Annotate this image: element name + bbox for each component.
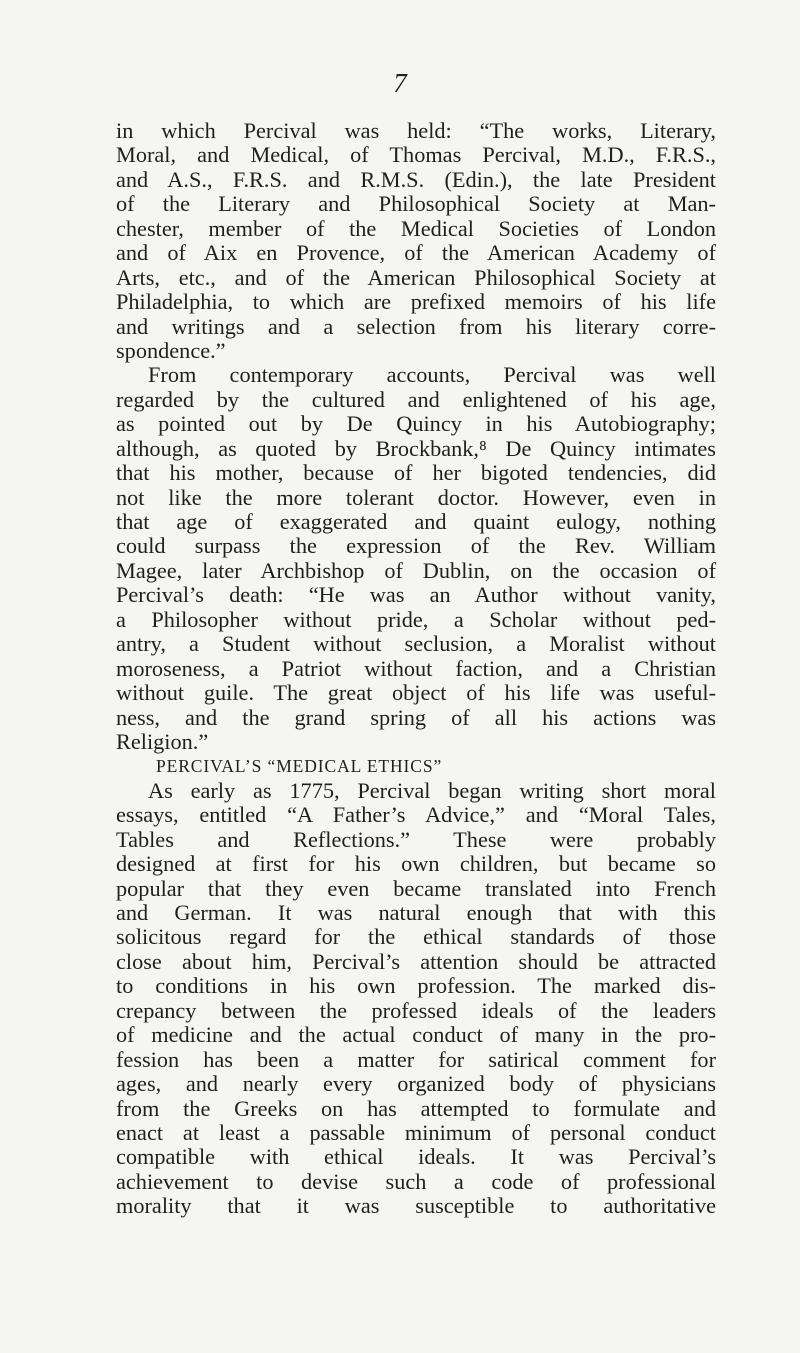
text-line: spondence.” (116, 337, 226, 363)
text-line: As early as 1775, Percival began writing short moral (148, 777, 716, 803)
section-heading: PERCIVAL’S “MEDICAL ETHICS” (156, 756, 443, 777)
text-line: designed at first for his own children, but became so (116, 851, 716, 877)
text-line: moroseness, a Patriot without faction, and a Christian (116, 655, 716, 681)
text-line: popular that they even became translated into French (116, 875, 716, 901)
text-line: without guile. The great object of his life was useful- (116, 680, 716, 706)
text-line: ages, and nearly every organized body of physicians (116, 1071, 716, 1097)
page-number: 7 (393, 68, 407, 98)
text-line: that his mother, because of her bigoted tendencies, did (116, 460, 716, 486)
text-line: morality that it was susceptible to authoritative (116, 1193, 716, 1219)
text-line: crepancy between the professed ideals of the leaders (116, 997, 716, 1023)
text-line: enact at least a passable minimum of personal conduct (116, 1119, 716, 1145)
body-text (116, 119, 716, 1219)
text-line: achievement to devise such a code of professional (116, 1168, 716, 1194)
text-line: although, as quoted by Brockbank,⁸ De Quincy intimates (116, 435, 716, 461)
text-line: a Philosopher without pride, a Scholar without ped- (116, 606, 716, 632)
text-line: chester, member of the Medical Societies of London (116, 215, 716, 241)
text-line: Arts, etc., and of the American Philosophical Society at (116, 264, 716, 290)
text-line: as pointed out by De Quincy in his Autobiography; (116, 411, 716, 437)
text-line: Tables and Reflections.” These were probably (116, 826, 716, 852)
text-line: regarded by the cultured and enlightened of his age, (116, 386, 716, 412)
text-line: close about him, Percival’s attention should be attracted (116, 948, 716, 974)
text-line: and of Aix en Provence, of the American Academy of (116, 240, 716, 266)
text-line: could surpass the expression of the Rev. William (116, 533, 716, 559)
text-line: and A.S., F.R.S. and R.M.S. (Edin.), the late President (116, 166, 716, 192)
text-line: in which Percival was held: “The works, Literary, (116, 118, 716, 143)
text-line: Religion.” (116, 728, 209, 754)
text-line: that age of exaggerated and quaint eulogy, nothing (116, 509, 716, 534)
text-line: Percival’s death: “He was an Author without vanity, (116, 582, 716, 608)
text-line: Moral, and Medical, of Thomas Percival, M.D., F.R.S., (116, 142, 716, 168)
text-line: of medicine and the actual conduct of many in the pro- (116, 1022, 716, 1048)
text-line: From contemporary accounts, Percival was well (148, 362, 716, 388)
text-line: compatible with ethical ideals. It was Percival’s (116, 1144, 716, 1170)
text-line: fession has been a matter for satirical comment for (116, 1046, 716, 1072)
text-line: and writings and a selection from his literary corre- (116, 313, 716, 339)
text-line: solicitous regard for the ethical standards of those (116, 924, 716, 950)
text-line: of the Literary and Philosophical Society at Man- (116, 191, 716, 217)
text-line: Philadelphia, to which are prefixed memoirs of his life (116, 289, 716, 315)
text-line: antry, a Student without seclusion, a Moralist without (116, 631, 716, 657)
text-line: Magee, later Archbishop of Dublin, on the occasion of (116, 557, 716, 583)
text-line: essays, entitled “A Father’s Advice,” and “Moral Tales, (116, 802, 716, 828)
text-line: from the Greeks on has attempted to formulate and (116, 1095, 716, 1121)
text-line: not like the more tolerant doctor. However, even in (116, 484, 716, 510)
text-line: and German. It was natural enough that with this (116, 900, 716, 925)
text-line: ness, and the grand spring of all his actions was (116, 704, 716, 730)
text-line: to conditions in his own profession. The marked dis- (116, 973, 716, 999)
